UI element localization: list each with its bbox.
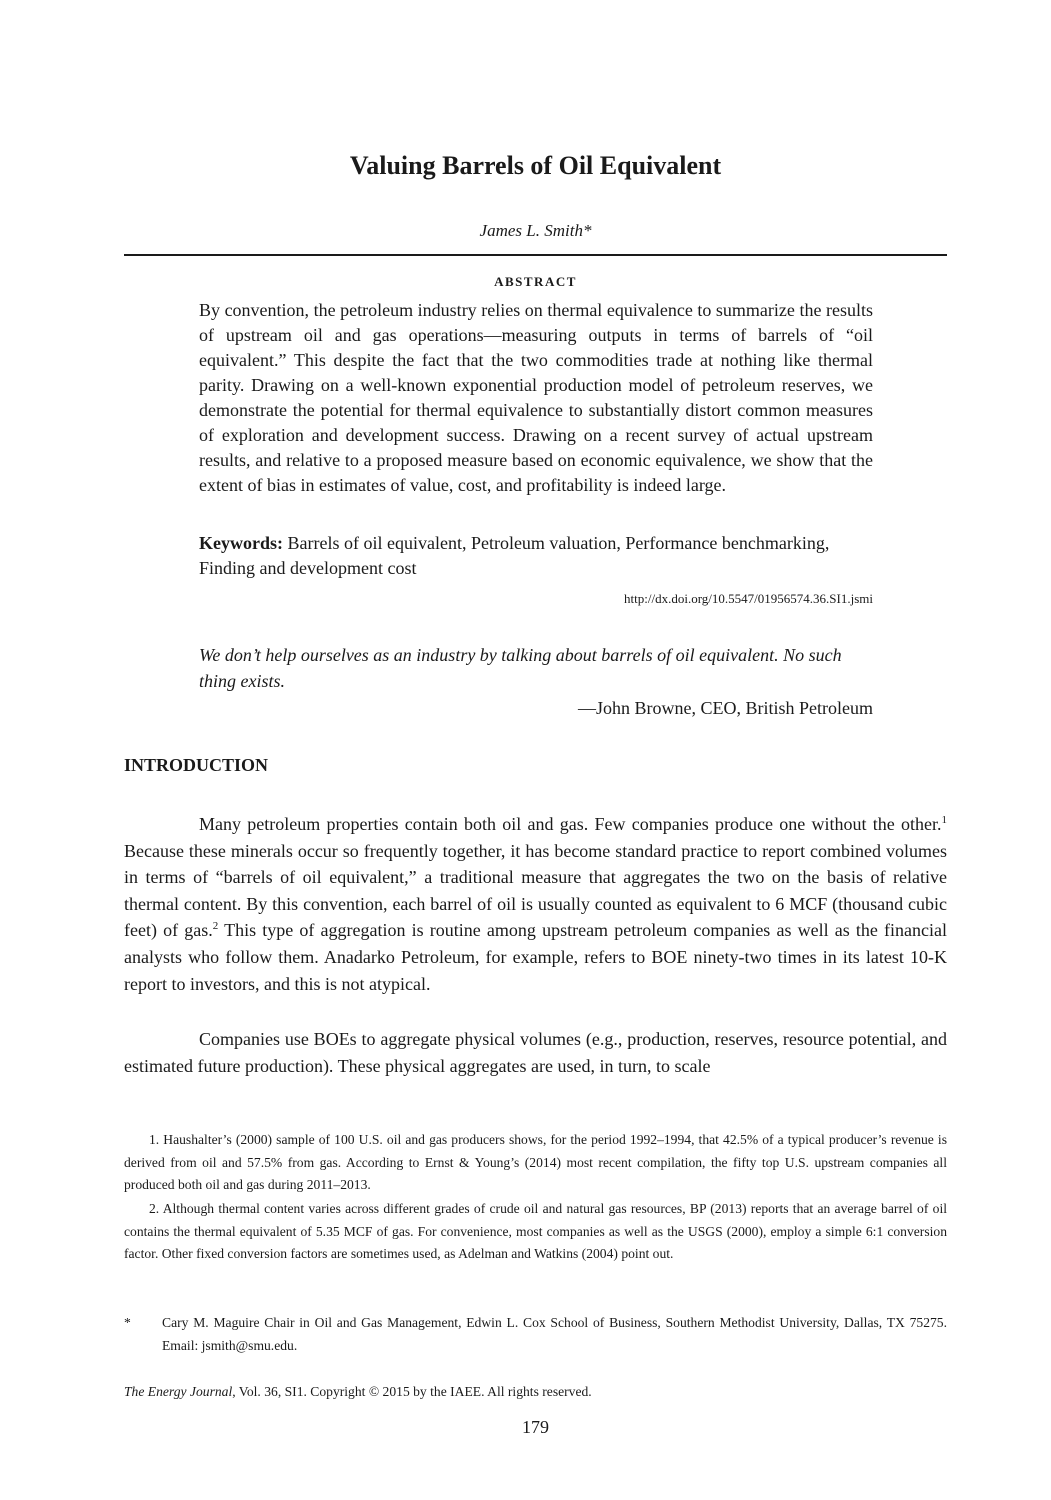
- article-author: James L. Smith*: [479, 221, 592, 240]
- page-number: 179: [522, 1417, 549, 1437]
- section-heading: INTRODUCTION: [124, 755, 269, 775]
- keywords-label: Keywords:: [199, 533, 283, 553]
- abstract-text: By convention, the petroleum industry relies on thermal equivalence to summarize the results of upstream oil and gas operations—measuring outputs in terms of barrels of “oil equivalent.” This despite the fact that the two commodities trade at nothing like thermal parity. Drawing on a well-known exponential production model of petroleum reserves, we demonstrate the potential for thermal equivalence to substantially distort common measures of exploration and development success. Drawing on a recent survey of actual upstream results, and relative to a proposed measure based on economic equivalence, we show that the extent of bias in estimates of value, cost, and profitability is indeed large.: [199, 300, 873, 495]
- journal-footer: [124, 1381, 592, 1403]
- footnote-ref-1[interactable]: 1: [941, 814, 947, 826]
- article-title: Valuing Barrels of Oil Equivalent: [349, 151, 722, 180]
- p1-text-b: Because these minerals occur so frequently together, it has become standard practice to report combined volumes in terms of “barrels of oil equivalent,” a traditional measure that aggregates the two on the basis of relative thermal content. By this convention, each barrel of oil is usually counted as equivalent to 6 MCF (thousand cubic feet) of gas.: [124, 840, 947, 941]
- p1-text-c: This type of aggregation is routine among upstream petroleum companies as well as the financial analysts who follow them. Anadarko Petroleum, for example, refers to BOE ninety-two times in its latest 10-K report to investors, and this is not atypical.: [124, 920, 947, 994]
- footnote-ref-2[interactable]: 2: [212, 920, 219, 933]
- abstract-heading: ABSTRACT: [494, 274, 577, 289]
- doi-link[interactable]: http://dx.doi.org/10.5547/01956574.36.SI1.jsmi: [624, 591, 873, 606]
- p1-text-a: Many petroleum properties contain both oil and gas. Few companies produce one without the other.: [199, 814, 942, 834]
- body-paragraph-1: [124, 811, 947, 997]
- keywords: [199, 531, 873, 581]
- body-paragraph-2: Companies use BOEs to aggregate physical volumes (e.g., production, reserves, resource potential, and estimated future production). These physical aggregates are used, in turn, to scale: [124, 1029, 947, 1076]
- copyright-text: , Vol. 36, SI1. Copyright © 2015 by the IAEE. All rights reserved.: [232, 1384, 592, 1399]
- author-affiliation: Cary M. Maguire Chair in Oil and Gas Management, Edwin L. Cox School of Business, Southern Methodist University, Dallas, TX 75275. Email: jsmith@smu.edu.: [162, 1315, 947, 1353]
- epigraph-quote: We don’t help ourselves as an industry by talking about barrels of oil equivalent. No such thing exists.: [199, 645, 842, 691]
- footnote-1: 1. Haushalter’s (2000) sample of 100 U.S. oil and gas producers shows, for the period 1992–1994, that 42.5% of a typical producer’s revenue is derived from oil and 57.5% from gas. According to Ernst & Young’s (2014) most recent compilation, the fifty top U.S. upstream companies all produced both oil and gas during 2011–2013.: [124, 1132, 947, 1192]
- epigraph-attribution: —John Browne, CEO, British Petroleum: [578, 698, 873, 718]
- keywords-list: Barrels of oil equivalent, Petroleum valuation, Performance benchmarking, Finding and development cost: [199, 533, 830, 578]
- footnote-2: 2. Although thermal content varies across different grades of crude oil and natural gas resources, BP (2013) reports that an average barrel of oil contains the thermal equivalent of 5.35 MCF of gas. For convenience, most companies as well as the USGS (2000), employ a simple 6:1 conversion factor. Other fixed conversion factors are sometimes used, as Adelman and Watkins (2004) point out.: [124, 1201, 947, 1261]
- journal-name: The Energy Journal: [124, 1384, 233, 1399]
- header-rule: [124, 254, 947, 256]
- affiliation-marker: *: [124, 1315, 131, 1330]
